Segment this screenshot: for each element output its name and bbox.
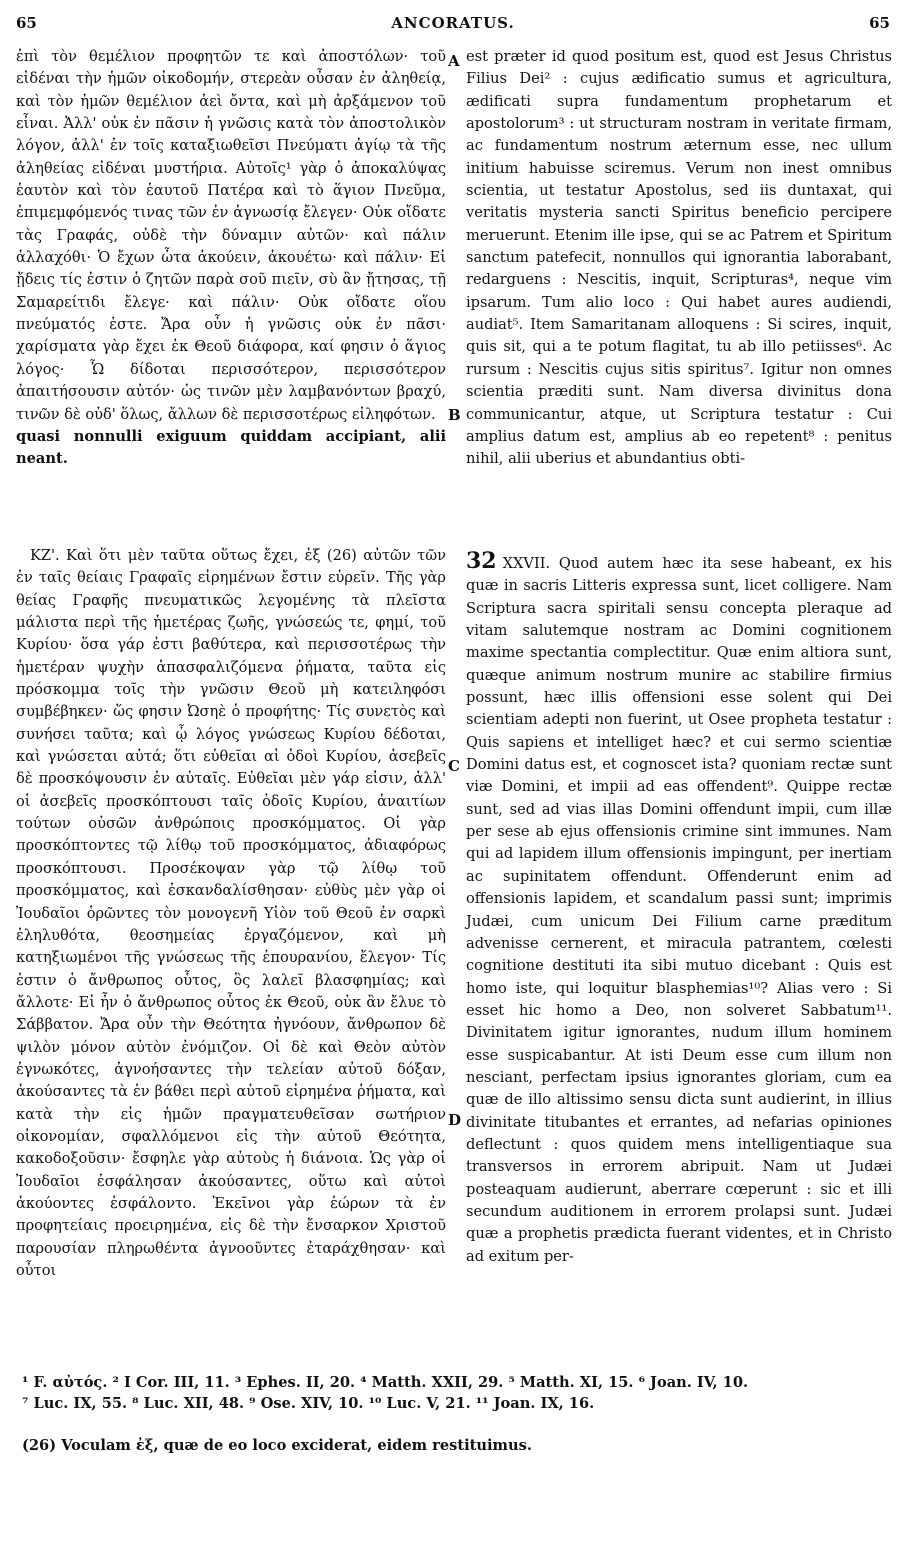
margin-letter-d: D (448, 1111, 462, 1129)
latin-paragraph-1: est præter id quod positum est, quod est Jesus Christus Filius Dei² : cujus ædificatio sumus et agricultura, ædificati supra fundamentum prophetarum et apostolorum³ : ut structuram nostram in veritate firmam, ac fundamentum nostrum æternum esse, nec ullum initium habuisse sciremus. Verum non inest omnibus scientia, ut testatur Apostolus, sed iis duntaxat, qui veritatis mysteria sancti Spiritus beneficio percipere meruerunt. Etenim ille ipse, qui se ac Patrem et Spiritum sanctum patefecit, nonnullos qui ignorantia laborabant, redarguens : Nescitis, inquit, Scripturas⁴, neque vim ipsarum. Tum alio loco : Qui habet aures audiendi, audiat⁵. Item Samaritanam alloquens : Si scires, inquit, quis sit, qui a te potum flagitat, tu ab illo petiisses⁶. Ac rursum : Nescitis cujus sitis spiritus⁷. Igitur non omnes scientia præditi sunt. Nam diversa divinitus dona communicantur, atque, ut Scriptura testatur : Cui amplius datum est, amplius ab eo repetent⁸ : penitus nihil, alii uberius et abundantius obti- (466, 48, 892, 468)
footnote-line-1: ¹ F. αὐτός. ² I Cor. III, 11. ³ Ephes. II, 20. ⁴ Matth. XXII, 29. ⁵ Matth. XI, 15. ⁶ Joan. IV, 10. (22, 1374, 749, 1391)
footnote-line-2: ⁷ Luc. IX, 55. ⁸ Luc. XII, 48. ⁹ Ose. XIV, 10. ¹⁰ Luc. V, 21. ¹¹ Joan. IX, 16. (22, 1395, 595, 1412)
page-number-left: 65 (16, 14, 37, 32)
footnotes (22, 1372, 890, 1414)
running-title: ANCORATUS. (391, 14, 515, 32)
margin-letter-a: A (448, 52, 460, 70)
greek-column-top (16, 46, 446, 471)
latin-column-bottom (466, 550, 892, 1268)
margin-letter-c: C (448, 757, 460, 775)
section-number: 32 (466, 548, 497, 574)
greek-paragraph-2: ΚΖ'. Καὶ ὅτι μὲν ταῦτα οὕτως ἔχει, ἐξ (26) αὐτῶν τῶν ἐν ταῖς θείαις Γραφαῖς εἰρημένων ἔστιν εὑρεῖν. Τῆς γὰρ θείας Γραφῆς πνευματικῶς λεγομένης τὰ πλεῖστα μάλιστα περὶ τῆς ἡμετέρας ζωῆς, γνώσεώς τε, φημί, τοῦ Κυρίου· ὅσα γάρ ἐστι βαθύτερα, καὶ περισσοτέρως τὴν ἡμετέραν ψυχὴν ἀπασφαλιζόμενα ῥήματα, ταῦτα εἰς πρόσκομμα τοῖς τὴν γνῶσιν Θεοῦ μὴ κατειληφόσι συμβέβηκεν· ὥς φησιν Ὠσηὲ ὁ προφήτης· Τίς συνετὸς καὶ συνήσει ταῦτα; καὶ ᾧ λόγος γνώσεως Κυρίου δέδοται, καὶ γνώσεται αὐτά; ὅτι εὐθεῖαι αἱ ὁδοὶ Κυρίου, ἀσεβεῖς δὲ προσκόψουσιν ἐν αὐταῖς. Εὐθεῖαι μὲν γάρ εἰσιν, ἀλλ' οἱ ἀσεβεῖς προσκόπτουσι ταῖς ὁδοῖς Κυρίου, ἀναιτίων τούτων οὐσῶν ἀνθρώποις προσκόμματος. Οἱ γὰρ προσκόπτοντες τῷ λίθῳ τοῦ προσκόμματος, ἀδιαφόρως προσκόπτουσι. Προσέκοψαν γὰρ τῷ λίθῳ τοῦ προσκόμματος, καὶ ἐσκανδαλίσθησαν· εὐθὺς μὲν γὰρ οἱ Ἰουδαῖοι ὁρῶντες τὸν μονογενῆ Υἱὸν τοῦ Θεοῦ ἐν σαρκὶ ἐληλυθότα, θεοσημείας ἐργαζόμενον, καὶ μὴ κατηξιωμένοι τῆς γνώσεως τῆς ἐπουρανίου, ἔλεγον· Τίς ἐστιν ὁ ἄνθρωπος οὗτος, ὃς λαλεῖ βλασφημίας; καὶ ἄλλοτε· Εἰ ἦν ὁ ἄνθρωπος οὗτος ἐκ Θεοῦ, οὐκ ἂν ἔλυε τὸ Σάββατον. Ἄρα οὖν τὴν Θεότητα ἠγνόουν, ἄνθρωπον δὲ ψιλὸν μόνον αὐτὸν ἐνόμιζον. Οἱ δὲ καὶ Θεὸν αὐτὸν ἐγνωκότες, ἀγνοήσαντες τὴν τελείαν αὐτοῦ δόξαν, ἀκούσαντες τὰ ἐν βάθει περὶ αὐτοῦ εἰρημένα ῥήματα, καὶ κατὰ τὴν εἰς ἡμῶν πραγματευθεῖσαν σωτήριον οἰκονομίαν, σφαλλόμενοι εἰς τὴν αὐτοῦ Θεότητα, κακοδοξοῦσιν· ἔσφηλε γὰρ αὐτοὺς ἡ διάνοια. Ὡς γὰρ οἱ Ἰουδαῖοι ἐσφάλησαν ἀκούσαντες, οὕτω καὶ αὐτοὶ ἀκούοντες ἐσφάλοντο. Ἐκεῖνοι γὰρ ἑώρων τὰ ἐν προφητείαις προειρημένα, εἰς δὲ τὴν ἔνσαρκον Χριστοῦ παρουσίαν πληρωθέντα ἀγνοοῦντες ἐταράχθησαν· καὶ οὗτοι (16, 547, 446, 1279)
running-header (16, 14, 890, 38)
editorial-note (22, 1420, 890, 1470)
latin-fragment: quasi nonnulli exiguum quiddam accipiant, alii neant. (16, 427, 446, 468)
latin-paragraph-2 (466, 550, 892, 1268)
latin-column-top (466, 46, 892, 471)
page-number-right: 65 (869, 14, 890, 32)
greek-column-bottom (16, 545, 446, 1282)
greek-paragraph-1: ἐπὶ τὸν θεμέλιον προφητῶν τε καὶ ἀποστόλων· τοῦ εἰδέναι τὴν ἡμῶν οἰκοδομήν, στερεὰν οὖσαν ἐν ἀληθείᾳ, καὶ τὸν ἡμῶν θεμέλιον ἀεὶ ὄντα, καὶ μὴ ἀρξάμενον τοῦ εἶναι. Ἀλλ' οὐκ ἐν πᾶσιν ἡ γνῶσις κατὰ τὸν ἀποστολικὸν λόγον, ἀλλ' ἐν τοῖς καταξιωθεῖσι Πνεύματι ἁγίῳ τὰ τῆς ἀληθείας εἰδέναι μυστήρια. Αὐτοῖς¹ γὰρ ὁ ἀποκαλύψας ἑαυτὸν καὶ τὸν ἑαυτοῦ Πατέρα καὶ τὸ ἅγιον Πνεῦμα, ἐπιμεμφόμενός τινας τῶν ἐν ἀγνωσίᾳ ἔλεγεν· Οὐκ οἴδατε τὰς Γραφάς, οὐδὲ τὴν δύναμιν αὐτῶν· καὶ πάλιν ἀλλαχόθι· Ὁ ἔχων ὦτα ἀκούειν, ἀκουέτω· καὶ πάλιν· Εἰ ᾔδεις τίς ἐστιν ὁ ζητῶν παρὰ σοῦ πιεῖν, σὺ ἂν ᾔτησας, τῇ Σαμαρείτιδι ἔλεγε· καὶ πάλιν· Οὐκ οἴδατε οἵου πνεύματός ἐστε. Ἄρα οὖν ἡ γνῶσις οὐκ ἐν πᾶσι· χαρίσματα γὰρ ἔχει ἐκ Θεοῦ διάφορα, καί φησιν ὁ ἅγιος λόγος· Ὧ δίδοται περισσότερον, περισσότερον ἀπαιτήσουσιν αὐτόν· ὡς τινῶν μὲν λαμβανόντων βραχύ, τινῶν δὲ οὐδ' ὅλως, ἄλλων δὲ περισσοτέρως εἰληφότων. (16, 48, 446, 423)
latin-paragraph-2-text: XXVII. Quod autem hæc ita sese habeant, ex his quæ in sacris Litteris expressa sunt, licet colligere. Nam Scriptura sacra spiritali sensu concepta pleraque ad vitam salutemque nostram ac Domini cognitionem maxime spectantia complectitur. Quæ enim altiora sunt, quæque animum nostrum munire ac stabilire firmius possunt, hæc illis offensioni esse solent qui Dei scientiam adepti non fuerint, ut Osee propheta testatur : Quis sapiens et intelliget hæc? et cui sermo scientiæ Domini datus est, et cognoscet ista? quoniam rectæ sunt viæ Domini, et impii ad eas offendent⁹. Quippe rectæ sunt, sed ad vias illas Domini offendunt impii, cum illæ per sese ab ejus offensionis crimine sint immunes. Nam qui ad lapidem illum offensionis impingunt, per inertiam ac supinitatem offendunt. Offenderunt enim ad offensionis lapidem, et scandalum passi sunt; imprimis Judæi, cum unicum Dei Filium carne præditum advenisse cernerent, et miracula patrantem, cœlesti cognitione destituti ita sibi mutuo dicebant : Quis est homo iste, qui loquitur blasphemias¹⁰? Alias vero : Si esset hic homo a Deo, non solveret Sabbatum¹¹. Divinitatem igitur ignorantes, nudum illum hominem esse suspicabantur. At isti Deum esse cum illum non nesciant, perfectam ipsius ignorantes gloriam, cum ea quæ de illo altissimo sensu dicta sunt audierint, in illius divinitate titubantes et errantes, ad nefarias opiniones deflectunt : quos quidem mens intelligentiaque sua transversos in errorem abripuit. Nam ut Judæi posteaquam audierunt, aberrare cœperunt : sic et illi secundum auditionem in errorem prolapsi sunt. Judæi quæ a prophetis prædicta fuerant videntes, et in Christo ad exitum per- (466, 555, 892, 1265)
margin-letter-b: B (448, 406, 461, 424)
editorial-note-text: (26) Voculam ἐξ, quæ de eo loco exciderat, eidem restituimus. (22, 1436, 532, 1454)
